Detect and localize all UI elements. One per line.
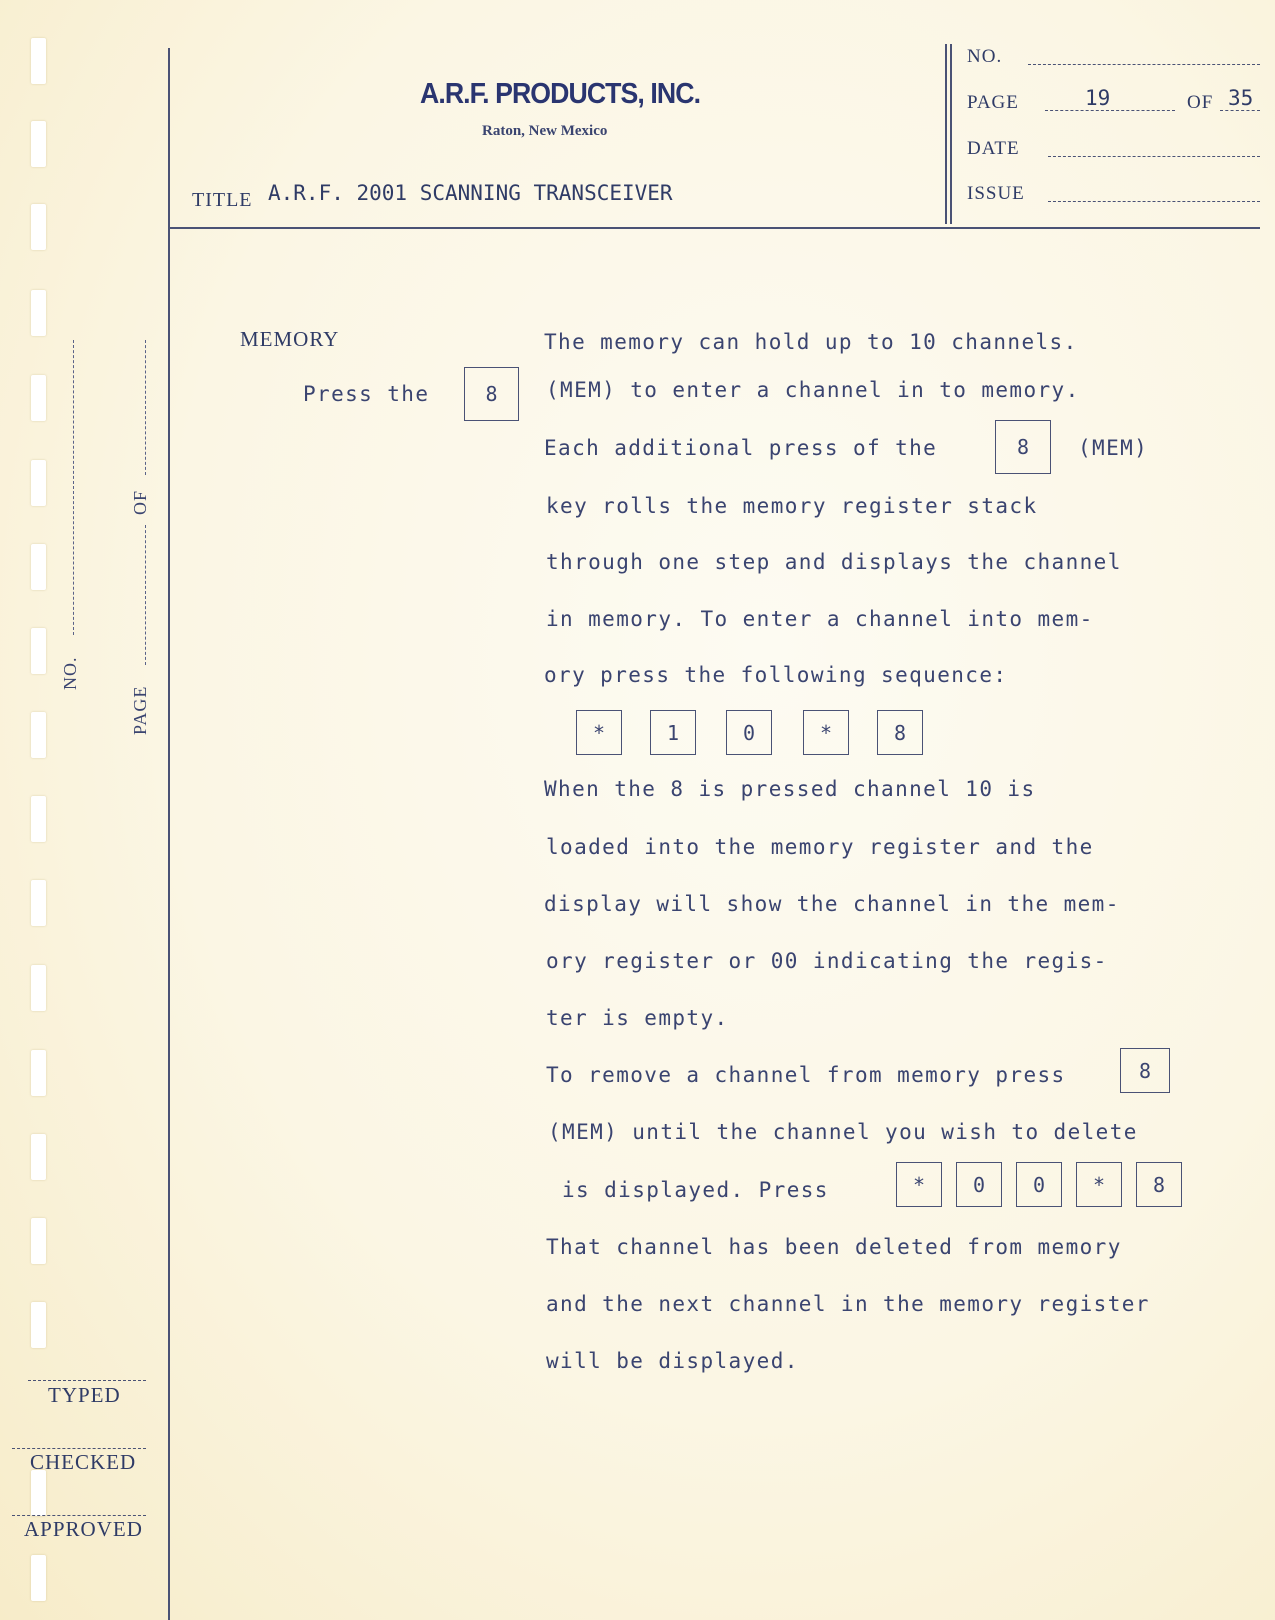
body-line: (MEM) to enter a channel in to memory. <box>546 378 1080 402</box>
binder-hole <box>31 38 46 84</box>
date-label: DATE <box>967 138 1020 159</box>
seq-enter-key-star-2: * <box>803 710 849 755</box>
date-field-line <box>1048 156 1260 157</box>
binder-hole <box>31 1555 46 1601</box>
body-line: ory press the following sequence: <box>544 663 1008 687</box>
binder-hole <box>31 290 46 336</box>
of-field-line <box>1220 110 1260 111</box>
body-line: display will show the channel in the mem- <box>544 892 1120 916</box>
page-number: 19 <box>1085 86 1111 110</box>
mem-key: 8 <box>1120 1048 1170 1093</box>
issue-field-line <box>1048 201 1260 202</box>
typed-label: TYPED <box>48 1383 121 1407</box>
body-line: That channel has been deleted from memory <box>546 1235 1122 1259</box>
binder-hole <box>31 460 46 506</box>
page-field-line <box>1045 110 1175 111</box>
margin-page-label: PAGE <box>130 685 150 735</box>
binder-hole <box>31 204 46 250</box>
mem-suffix: (MEM) <box>1078 436 1149 460</box>
mem-key: 8 <box>995 420 1051 474</box>
body-line: key rolls the memory register stack <box>546 494 1038 518</box>
binder-hole <box>31 880 46 926</box>
press-the-label: Press the <box>303 382 430 406</box>
company-location: Raton, New Mexico <box>482 123 608 139</box>
margin-page-line <box>145 525 146 665</box>
typed-line <box>28 1380 146 1381</box>
body-line: ter is empty. <box>546 1006 729 1030</box>
page-label: PAGE <box>967 92 1019 113</box>
header-divider-rule <box>945 44 947 224</box>
body-line: (MEM) until the channel you wish to delete <box>548 1120 1138 1144</box>
binder-hole <box>31 1470 46 1516</box>
seq-enter-key-8: 8 <box>877 710 923 755</box>
no-field-line <box>1028 64 1260 65</box>
binder-hole <box>31 796 46 842</box>
section-heading: MEMORY <box>240 327 340 351</box>
body-line: Each additional press of the <box>544 436 938 460</box>
binder-holes <box>0 0 60 1620</box>
total-pages: 35 <box>1228 86 1254 110</box>
approved-label: APPROVED <box>24 1517 143 1541</box>
margin-of-label: OF <box>130 489 150 515</box>
body-line: To remove a channel from memory press <box>546 1063 1066 1087</box>
body-line: through one step and displays the channel <box>546 550 1122 574</box>
seq-delete-key-8: 8 <box>1136 1162 1182 1207</box>
body-line: loaded into the memory register and the <box>546 835 1094 859</box>
body-line: The memory can hold up to 10 channels. <box>544 330 1078 354</box>
approved-line <box>12 1515 146 1516</box>
binder-hole <box>31 375 46 421</box>
seq-delete-key-0-2: 0 <box>1016 1162 1062 1207</box>
binder-hole <box>31 121 46 167</box>
header-bottom-rule <box>168 227 1260 229</box>
body-line: and the next channel in the memory register <box>546 1292 1150 1316</box>
binder-hole <box>31 1218 46 1264</box>
of-label: OF <box>1187 92 1214 113</box>
left-margin-rule <box>168 48 170 1620</box>
header-divider-rule-2 <box>950 44 952 224</box>
checked-line <box>12 1448 146 1449</box>
binder-hole <box>31 628 46 674</box>
binder-hole <box>31 1050 46 1096</box>
checked-label: CHECKED <box>30 1450 137 1474</box>
mem-key: 8 <box>464 367 519 421</box>
body-line: will be displayed. <box>546 1349 799 1373</box>
seq-enter-key-1: 1 <box>650 710 696 755</box>
seq-enter-key-star: * <box>576 710 622 755</box>
seq-enter-key-0: 0 <box>726 710 772 755</box>
binder-hole <box>31 965 46 1011</box>
document-title: A.R.F. 2001 SCANNING TRANSCEIVER <box>268 181 673 205</box>
body-line: When the 8 is pressed channel 10 is <box>544 777 1036 801</box>
body-line: ory register or 00 indicating the regis- <box>546 949 1108 973</box>
binder-hole <box>31 1134 46 1180</box>
body-line: is displayed. Press <box>562 1178 829 1202</box>
margin-of-line <box>145 340 146 475</box>
company-name: A.R.F. PRODUCTS, INC. <box>420 78 701 110</box>
binder-hole <box>31 544 46 590</box>
binder-hole <box>31 712 46 758</box>
title-label: TITLE <box>192 189 253 211</box>
body-line: in memory. To enter a channel into mem- <box>546 607 1094 631</box>
seq-delete-key-0: 0 <box>956 1162 1002 1207</box>
no-label: NO. <box>967 46 1003 67</box>
seq-delete-key-star: * <box>896 1162 942 1207</box>
margin-no-line <box>73 340 74 635</box>
binder-hole <box>31 1302 46 1348</box>
issue-label: ISSUE <box>967 183 1025 204</box>
seq-delete-key-star-2: * <box>1076 1162 1122 1207</box>
margin-no-label: NO. <box>60 656 80 690</box>
